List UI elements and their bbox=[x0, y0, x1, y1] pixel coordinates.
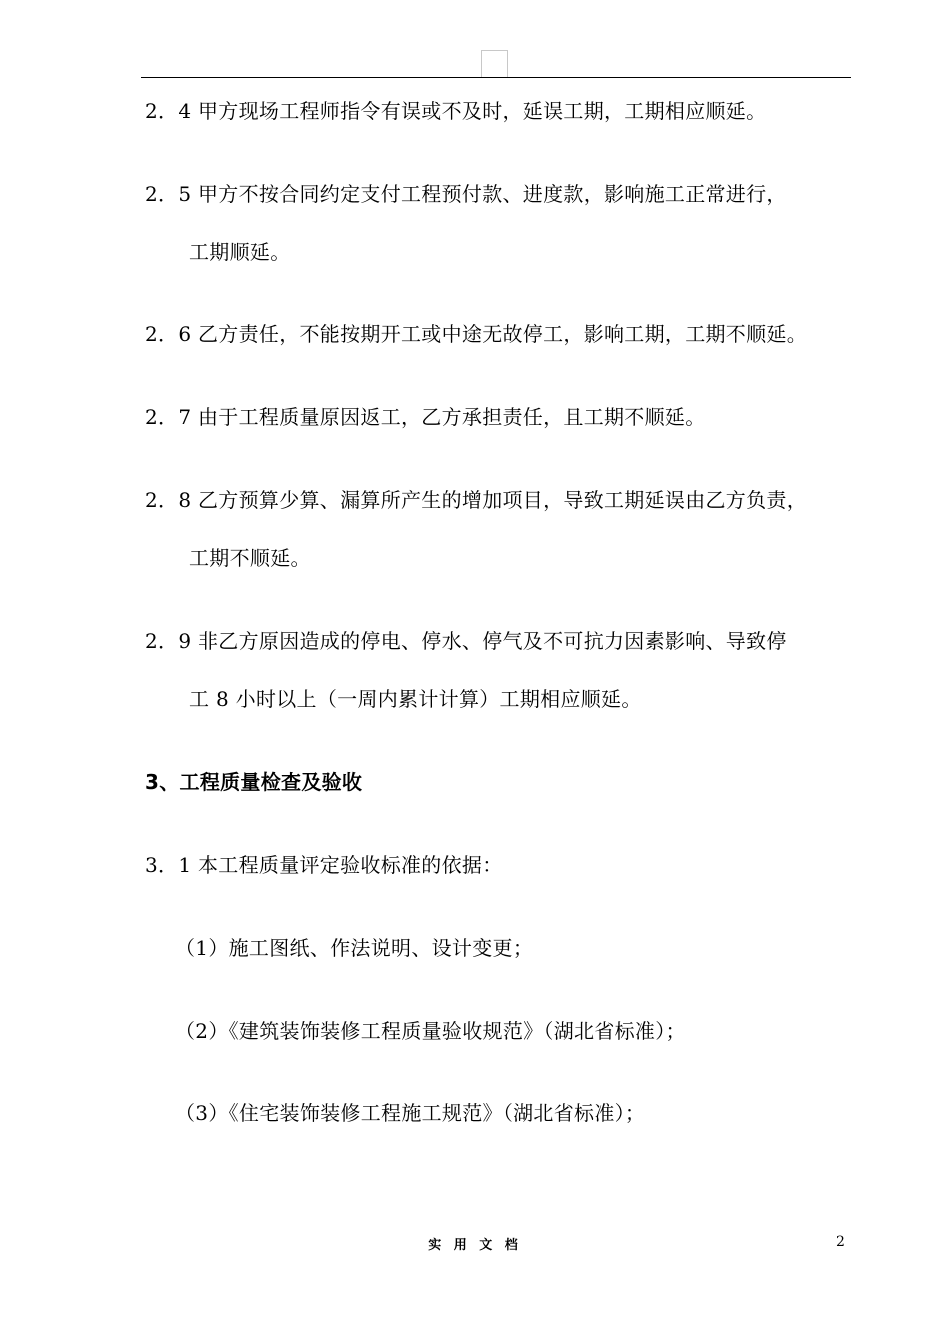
clause-3-1: 3．1 本工程质量评定验收标准的依据： bbox=[145, 853, 503, 877]
standard-item-2: （2）《建筑装饰装修工程质量验收规范》（湖北省标准）； bbox=[175, 1019, 686, 1043]
clause-2-7: 2．7 由于工程质量原因返工，乙方承担责任，且工期不顺延。 bbox=[145, 405, 706, 429]
clause-2-5-continued: 工期顺延。 bbox=[189, 240, 291, 264]
section-heading-3: 3、工程质量检查及验收 bbox=[145, 770, 363, 794]
clause-2-8-continued: 工期不顺延。 bbox=[189, 546, 311, 570]
standard-item-1: （1）施工图纸、作法说明、设计变更； bbox=[175, 936, 534, 960]
header-rule bbox=[141, 77, 851, 78]
standard-item-3: （3）《住宅装饰装修工程施工规范》（湖北省标准）； bbox=[175, 1101, 646, 1125]
clause-2-8: 2．8 乙方预算少算、漏算所产生的增加项目，导致工期延误由乙方负责， bbox=[145, 488, 808, 512]
clause-2-5: 2．5 甲方不按合同约定支付工程预付款、进度款，影响施工正常进行， bbox=[145, 182, 787, 206]
clause-2-9-continued: 工 8 小时以上（一周内累计计算）工期相应顺延。 bbox=[189, 687, 642, 711]
clause-2-6: 2．6 乙方责任，不能按期开工或中途无故停工，影响工期，工期不顺延。 bbox=[145, 322, 808, 346]
header-corner-mark bbox=[481, 50, 508, 77]
clause-2-4: 2．4 甲方现场工程师指令有误或不及时，延误工期，工期相应顺延。 bbox=[145, 99, 767, 123]
clause-2-9: 2．9 非乙方原因造成的停电、停水、停气及不可抗力因素影响、导致停 bbox=[145, 629, 787, 653]
footer-label: 实 用 文 档 bbox=[428, 1238, 522, 1253]
page-number: 2 bbox=[836, 1234, 845, 1250]
